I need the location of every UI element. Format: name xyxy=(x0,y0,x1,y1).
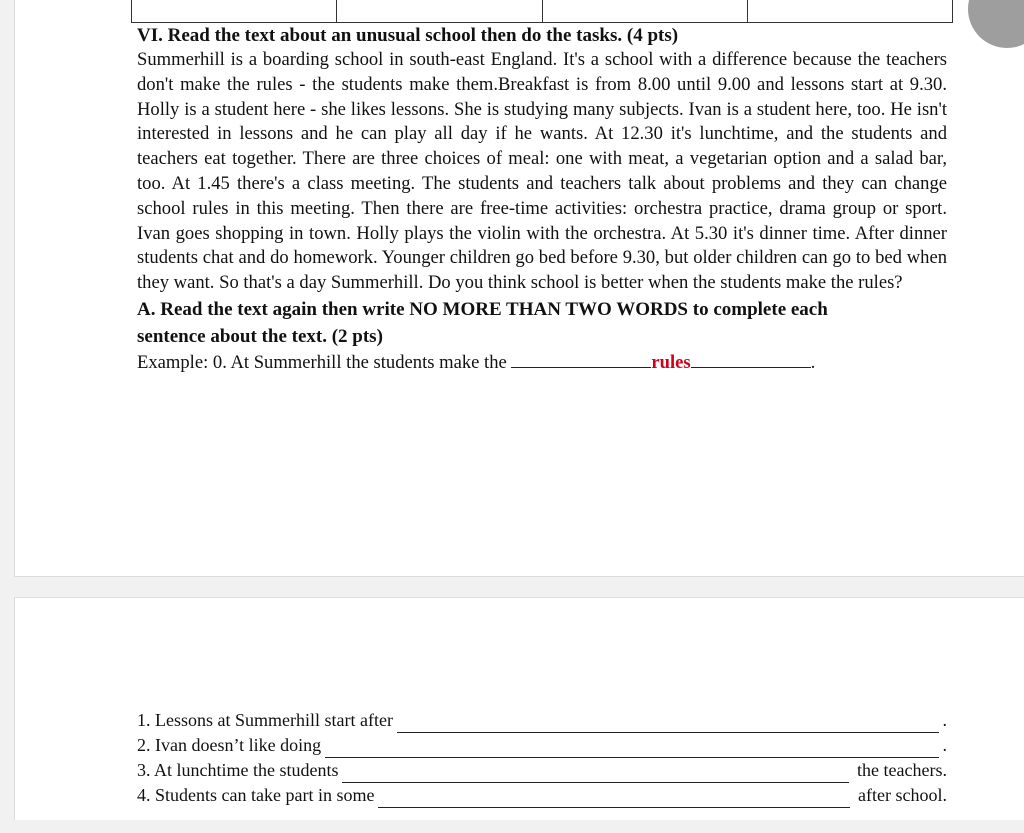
section-heading: VI. Read the text about an unusual school then do the tasks. (4 pts) xyxy=(137,25,679,46)
reading-passage: Summerhill is a boarding school in south-east England. It's a school with a difference because the teachers don't make the rules - the students make them.Breakfast is from 8.00 until 9.00 and lessons start at 9.30. Holly is a student here - she likes lessons. She is studying many subjects. Ivan is a student here, too. He isn't interested in lessons and he can play all day if he wants. At 12.30 it's lunchtime, and the students and teachers eat together. There are three choices of meal: one with meat, a vegetarian option and a salad bar, too. At 1.45 there's a class meeting. The students and teachers talk about problems and they can change school rules in this meeting. Then there are free-time activities: orchestra practice, drama group or sport. Ivan goes shopping in town. Holly plays the violin with the orchestra. At 5.30 it's dinner time. After dinner students chat and do homework. Younger children go bed before 9.30, but older children can go to bed when they want. So that's a day Summerhill. Do you think school is better when the students make the rules? xyxy=(137,49,947,294)
question-text: 2. Ivan doesn’t like doing xyxy=(137,735,322,755)
example-sentence xyxy=(137,349,947,376)
question-suffix: after school. xyxy=(858,785,947,805)
table-fragment xyxy=(131,0,953,23)
answer-blank[interactable] xyxy=(325,739,938,758)
answer-blank[interactable] xyxy=(397,714,939,733)
question-text: 1. Lessons at Summerhill start after xyxy=(137,710,393,730)
table-cell xyxy=(543,0,748,22)
question-1 xyxy=(137,708,947,733)
section-content xyxy=(137,24,947,376)
question-suffix: the teachers. xyxy=(857,760,947,780)
answer-blank[interactable] xyxy=(378,789,850,808)
example-answer: rules xyxy=(651,351,691,373)
example-prefix: Example: 0. At Summerhill the students make the xyxy=(137,351,507,373)
table-cell xyxy=(337,0,542,22)
example-blank xyxy=(511,349,651,368)
question-text: 4. Students can take part in some xyxy=(137,785,375,805)
answer-blank[interactable] xyxy=(342,764,849,783)
task-a-instruction-cont: sentence about the text. (2 pts) xyxy=(137,325,383,347)
question-4 xyxy=(137,783,947,808)
example-period: . xyxy=(810,351,816,373)
task-a-instruction: A. Read the text again then write NO MORE THAN TWO WORDS to complete each xyxy=(137,298,828,320)
example-blank-tail xyxy=(691,349,811,368)
question-list xyxy=(137,708,947,808)
question-suffix: . xyxy=(942,710,947,730)
question-suffix: . xyxy=(942,735,947,755)
document-page-1 xyxy=(14,0,1024,577)
table-cell xyxy=(748,0,952,22)
document-page-2 xyxy=(14,597,1024,820)
question-text: 3. At lunchtime the students xyxy=(137,760,339,780)
table-cell xyxy=(132,0,337,22)
question-3 xyxy=(137,758,947,783)
question-2 xyxy=(137,733,947,758)
